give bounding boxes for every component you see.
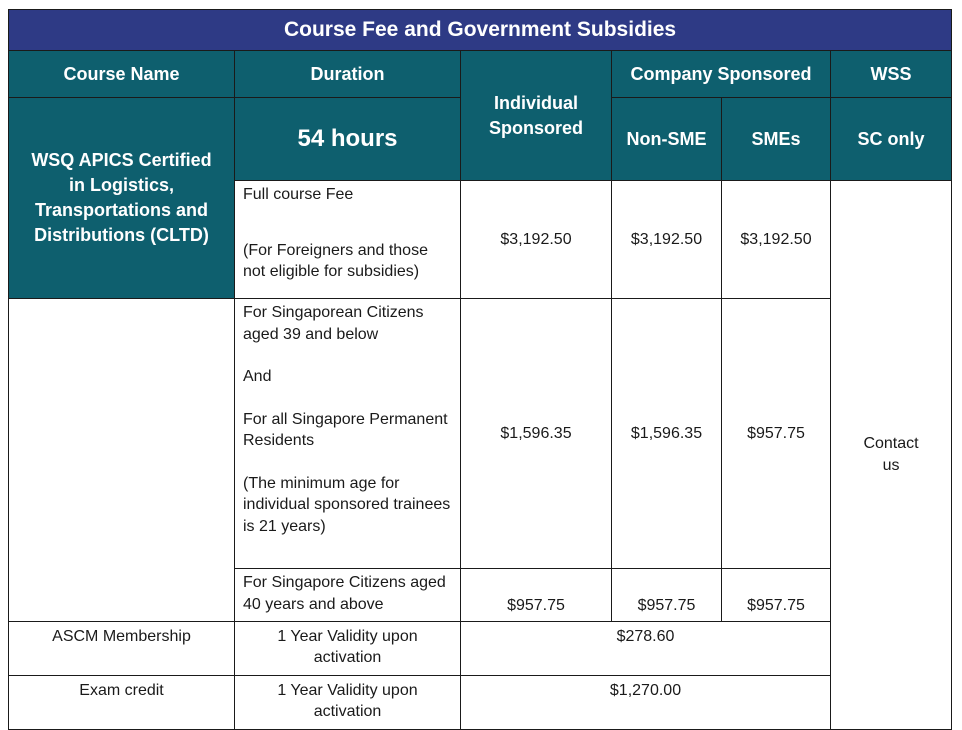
ascm-validity-text: 1 Year Validity upon activation: [277, 628, 418, 666]
sc-40-individual: $957.75: [461, 569, 612, 622]
sc-39-desc-line1: For Singaporean Citizens aged 39 and below: [243, 304, 424, 343]
exam-label: Exam credit: [9, 676, 235, 730]
header-course-name: Course Name: [9, 51, 235, 98]
sc-39-desc-line2: And: [243, 368, 272, 385]
exam-validity: [235, 676, 461, 730]
ascm-validity: [235, 622, 461, 676]
exam-validity-text: 1 Year Validity upon activation: [277, 682, 418, 720]
course-fee-table: [8, 9, 952, 730]
full-fee-individual: $3,192.50: [461, 181, 612, 299]
header-sc-only: SC only: [831, 98, 952, 181]
wss-contact-us: Contact us: [863, 435, 919, 474]
sc-39-description: [235, 299, 461, 569]
sc-39-individual: $1,596.35: [461, 299, 612, 569]
course-duration: 54 hours: [235, 98, 461, 181]
full-fee-desc-line1: Full course Fee: [243, 186, 354, 203]
header-smes: SMEs: [722, 98, 831, 181]
wss-cell: [831, 181, 952, 730]
sc-40-smes: $957.75: [722, 569, 831, 622]
header-individual-sponsored-label: Individual Sponsored: [488, 92, 583, 138]
ascm-price: $278.60: [461, 622, 831, 676]
header-non-sme: Non-SME: [612, 98, 722, 181]
header-individual-sponsored: [461, 51, 612, 181]
course-name: WSQ APICS Certified in Logistics, Transportations and Distributions (CLTD): [31, 150, 212, 245]
ascm-label: ASCM Membership: [9, 622, 235, 676]
header-duration: Duration: [235, 51, 461, 98]
sc-40-non-sme: $957.75: [612, 569, 722, 622]
exam-price: $1,270.00: [461, 676, 831, 730]
course-name-cell: [9, 98, 235, 299]
full-fee-non-sme: $3,192.50: [612, 181, 722, 299]
full-fee-smes: $3,192.50: [722, 181, 831, 299]
sc-39-desc-line3: For all Singapore Permanent Residents: [243, 410, 448, 449]
sc-39-smes: $957.75: [722, 299, 831, 569]
sc-39-non-sme: $1,596.35: [612, 299, 722, 569]
full-fee-description: [235, 181, 461, 299]
header-company-sponsored: Company Sponsored: [612, 51, 831, 98]
course-name-empty-cell: [9, 299, 235, 622]
sc-39-desc-line4: (The minimum age for individual sponsored trainees is 21 years): [243, 474, 451, 535]
table-title: Course Fee and Government Subsidies: [9, 10, 952, 51]
sc-40-description: For Singapore Citizens aged 40 years and above: [235, 569, 461, 622]
full-fee-desc-line2: (For Foreigners and those not eligible for subsidies): [243, 241, 428, 280]
header-wss: WSS: [831, 51, 952, 98]
